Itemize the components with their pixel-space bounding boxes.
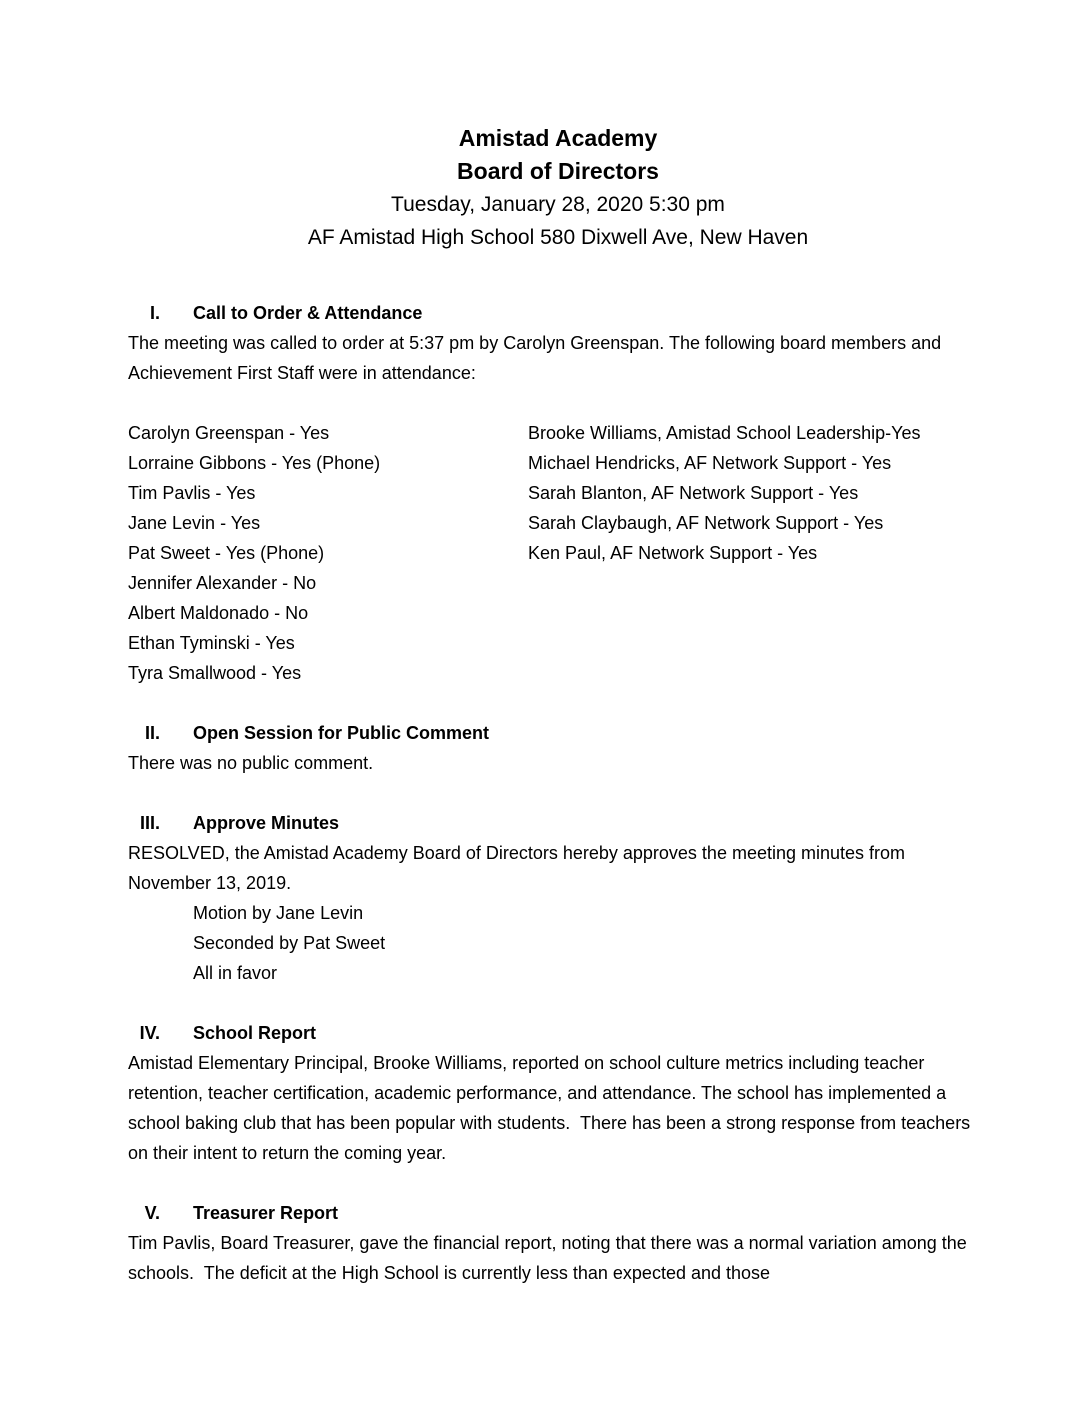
attendee: Michael Hendricks, AF Network Support - Yes	[528, 453, 892, 473]
attendee: Ken Paul, AF Network Support - Yes	[528, 543, 818, 563]
section-call-to-order	[128, 298, 988, 688]
motion-details	[193, 898, 988, 988]
meeting-datetime: Tuesday, January 28, 2020 5:30 pm	[391, 193, 725, 216]
section-title: Treasurer Report	[193, 1203, 339, 1223]
section-school-report	[128, 1018, 988, 1168]
attendee: Sarah Blanton, AF Network Support - Yes	[528, 483, 859, 503]
attendance-list	[128, 418, 988, 688]
attendance-board-members-column	[128, 418, 528, 688]
section-heading	[128, 1198, 988, 1228]
attendee: Albert Maldonado - No	[128, 603, 309, 623]
section-numeral: V.	[144, 1203, 160, 1223]
section-approve-minutes	[128, 808, 988, 988]
section-numeral: IV.	[139, 1023, 160, 1043]
attendee: Tyra Smallwood - Yes	[128, 663, 302, 683]
attendee: Pat Sweet - Yes (Phone)	[128, 543, 325, 563]
section-body: Tim Pavlis, Board Treasurer, gave the financial report, noting that there was a normal variation among the schools. The deficit at the High School is currently less than expected and those	[128, 1233, 972, 1283]
organization-title: Amistad Academy	[458, 125, 658, 151]
section-numeral: I.	[149, 303, 160, 323]
attendance-staff-column	[528, 418, 988, 688]
section-body: There was no public comment.	[128, 753, 374, 773]
section-heading	[128, 298, 988, 328]
section-title: School Report	[193, 1023, 317, 1043]
section-body: The meeting was called to order at 5:37 pm by Carolyn Greenspan. The following board members and Achievement First Staff were in attendance:	[128, 333, 946, 383]
section-body: RESOLVED, the Amistad Academy Board of Directors hereby approves the meeting minutes from November 13, 2019.	[128, 843, 911, 893]
attendee: Tim Pavlis - Yes	[128, 483, 256, 503]
attendee: Jane Levin - Yes	[128, 513, 261, 533]
section-public-comment	[128, 718, 988, 778]
attendee: Lorraine Gibbons - Yes (Phone)	[128, 453, 381, 473]
vote-result-line: All in favor	[193, 963, 278, 983]
meeting-location: AF Amistad High School 580 Dixwell Ave, New Haven	[307, 226, 809, 249]
attendee: Brooke Williams, Amistad School Leadership-Yes	[528, 423, 921, 443]
section-numeral: III.	[139, 813, 160, 833]
section-heading	[128, 718, 988, 748]
section-title: Call to Order & Attendance	[193, 303, 423, 323]
body-name-title: Board of Directors	[457, 158, 659, 184]
section-title: Open Session for Public Comment	[193, 723, 490, 743]
section-heading	[128, 808, 988, 838]
attendee: Sarah Claybaugh, AF Network Support - Yes	[528, 513, 884, 533]
section-heading	[128, 1018, 988, 1048]
seconded-by-line: Seconded by Pat Sweet	[193, 933, 386, 953]
section-body: Amistad Elementary Principal, Brooke Williams, reported on school culture metrics including teacher retention, teacher certification, academic performance, and attendance. The school has implemented a school baking club that has been popular with students. There has been a strong response from teachers on their intent to return the coming year.	[128, 1053, 976, 1163]
section-title: Approve Minutes	[193, 813, 340, 833]
document-header	[128, 122, 988, 254]
attendee: Jennifer Alexander - No	[128, 573, 317, 593]
section-treasurer-report	[128, 1198, 988, 1288]
attendee: Ethan Tyminski - Yes	[128, 633, 295, 653]
section-numeral: II.	[144, 723, 160, 743]
motion-by-line: Motion by Jane Levin	[193, 903, 364, 923]
attendee: Carolyn Greenspan - Yes	[128, 423, 330, 443]
